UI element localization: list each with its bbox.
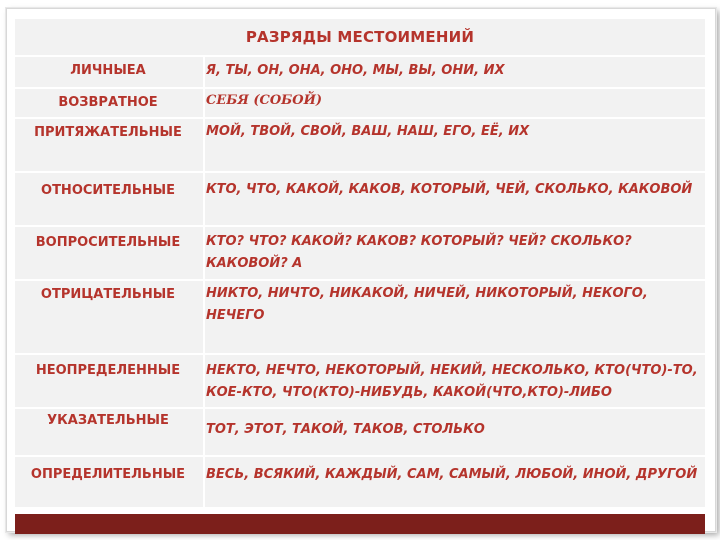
values-cell: ВЕСЬ, ВСЯКИЙ, КАЖДЫЙ, САМ, САМЫЙ, ЛЮБОЙ, ИНОЙ, ДРУГОЙ bbox=[206, 467, 698, 482]
category-cell: ОТНОСИТЕЛЬНЫЕ bbox=[41, 183, 175, 198]
table-row bbox=[15, 355, 705, 407]
values-cell: КТО? ЧТО? КАКОЙ? КАКОВ? КОТОРЫЙ? ЧЕЙ? СКОЛЬКО? КАКОВОЙ? А bbox=[206, 234, 632, 271]
table-row bbox=[15, 457, 705, 507]
category-cell: ОПРЕДЕЛИТЕЛЬНЫЕ bbox=[30, 467, 186, 482]
category-cell: ВОЗВРАТНОЕ bbox=[58, 95, 158, 110]
category-cell: НЕОПРЕДЕЛЕННЫЕ bbox=[35, 363, 181, 378]
category-cell: ВОПРОСИТЕЛЬНЫЕ bbox=[35, 235, 181, 250]
slide-frame bbox=[6, 8, 716, 532]
table-row bbox=[15, 227, 705, 279]
category-cell: ОТРИЦАТЕЛЬНЫЕ bbox=[40, 287, 176, 302]
values-cell: Я, ТЫ, ОН, ОНА, ОНО, МЫ, ВЫ, ОНИ, ИХ bbox=[206, 63, 505, 78]
values-cell: НЕКТО, НЕЧТО, НЕКОТОРЫЙ, НЕКИЙ, НЕСКОЛЬКО, КТО(ЧТО)-ТО, КОЕ-КТО, ЧТО(КТО)-НИБУДЬ, КАКОЙ(ЧТО,КТО)-ЛИБО bbox=[206, 363, 698, 400]
table-row bbox=[15, 119, 705, 171]
pronoun-table bbox=[15, 19, 705, 507]
table-row bbox=[15, 281, 705, 353]
table-row bbox=[15, 409, 705, 455]
table-header-row bbox=[15, 19, 705, 57]
table-row bbox=[15, 173, 705, 225]
table-row bbox=[15, 89, 705, 117]
values-cell: МОЙ, ТВОЙ, СВОЙ, ВАШ, НАШ, ЕГО, ЕЁ, ИХ bbox=[206, 124, 530, 139]
category-cell: УКАЗАТЕЛЬНЫЕ bbox=[47, 413, 169, 428]
values-cell: СЕБЯ (СОБОЙ) bbox=[206, 93, 323, 108]
table-row bbox=[15, 57, 705, 87]
bottom-bar bbox=[15, 514, 705, 534]
category-cell: ПРИТЯЖАТЕЛЬНЫЕ bbox=[34, 125, 182, 140]
table-title: РАЗРЯДЫ МЕСТОИМЕНИЙ bbox=[245, 28, 475, 46]
values-cell: НИКТО, НИЧТО, НИКАКОЙ, НИЧЕЙ, НИКОТОРЫЙ, НЕКОГО, НЕЧЕГО bbox=[206, 286, 648, 323]
category-cell: ЛИЧНЫЕА bbox=[70, 63, 146, 78]
values-cell: ТОТ, ЭТОТ, ТАКОЙ, ТАКОВ, СТОЛЬКО bbox=[206, 422, 485, 437]
values-cell: КТО, ЧТО, КАКОЙ, КАКОВ, КОТОРЫЙ, ЧЕЙ, СКОЛЬКО, КАКОВОЙ bbox=[206, 182, 693, 197]
